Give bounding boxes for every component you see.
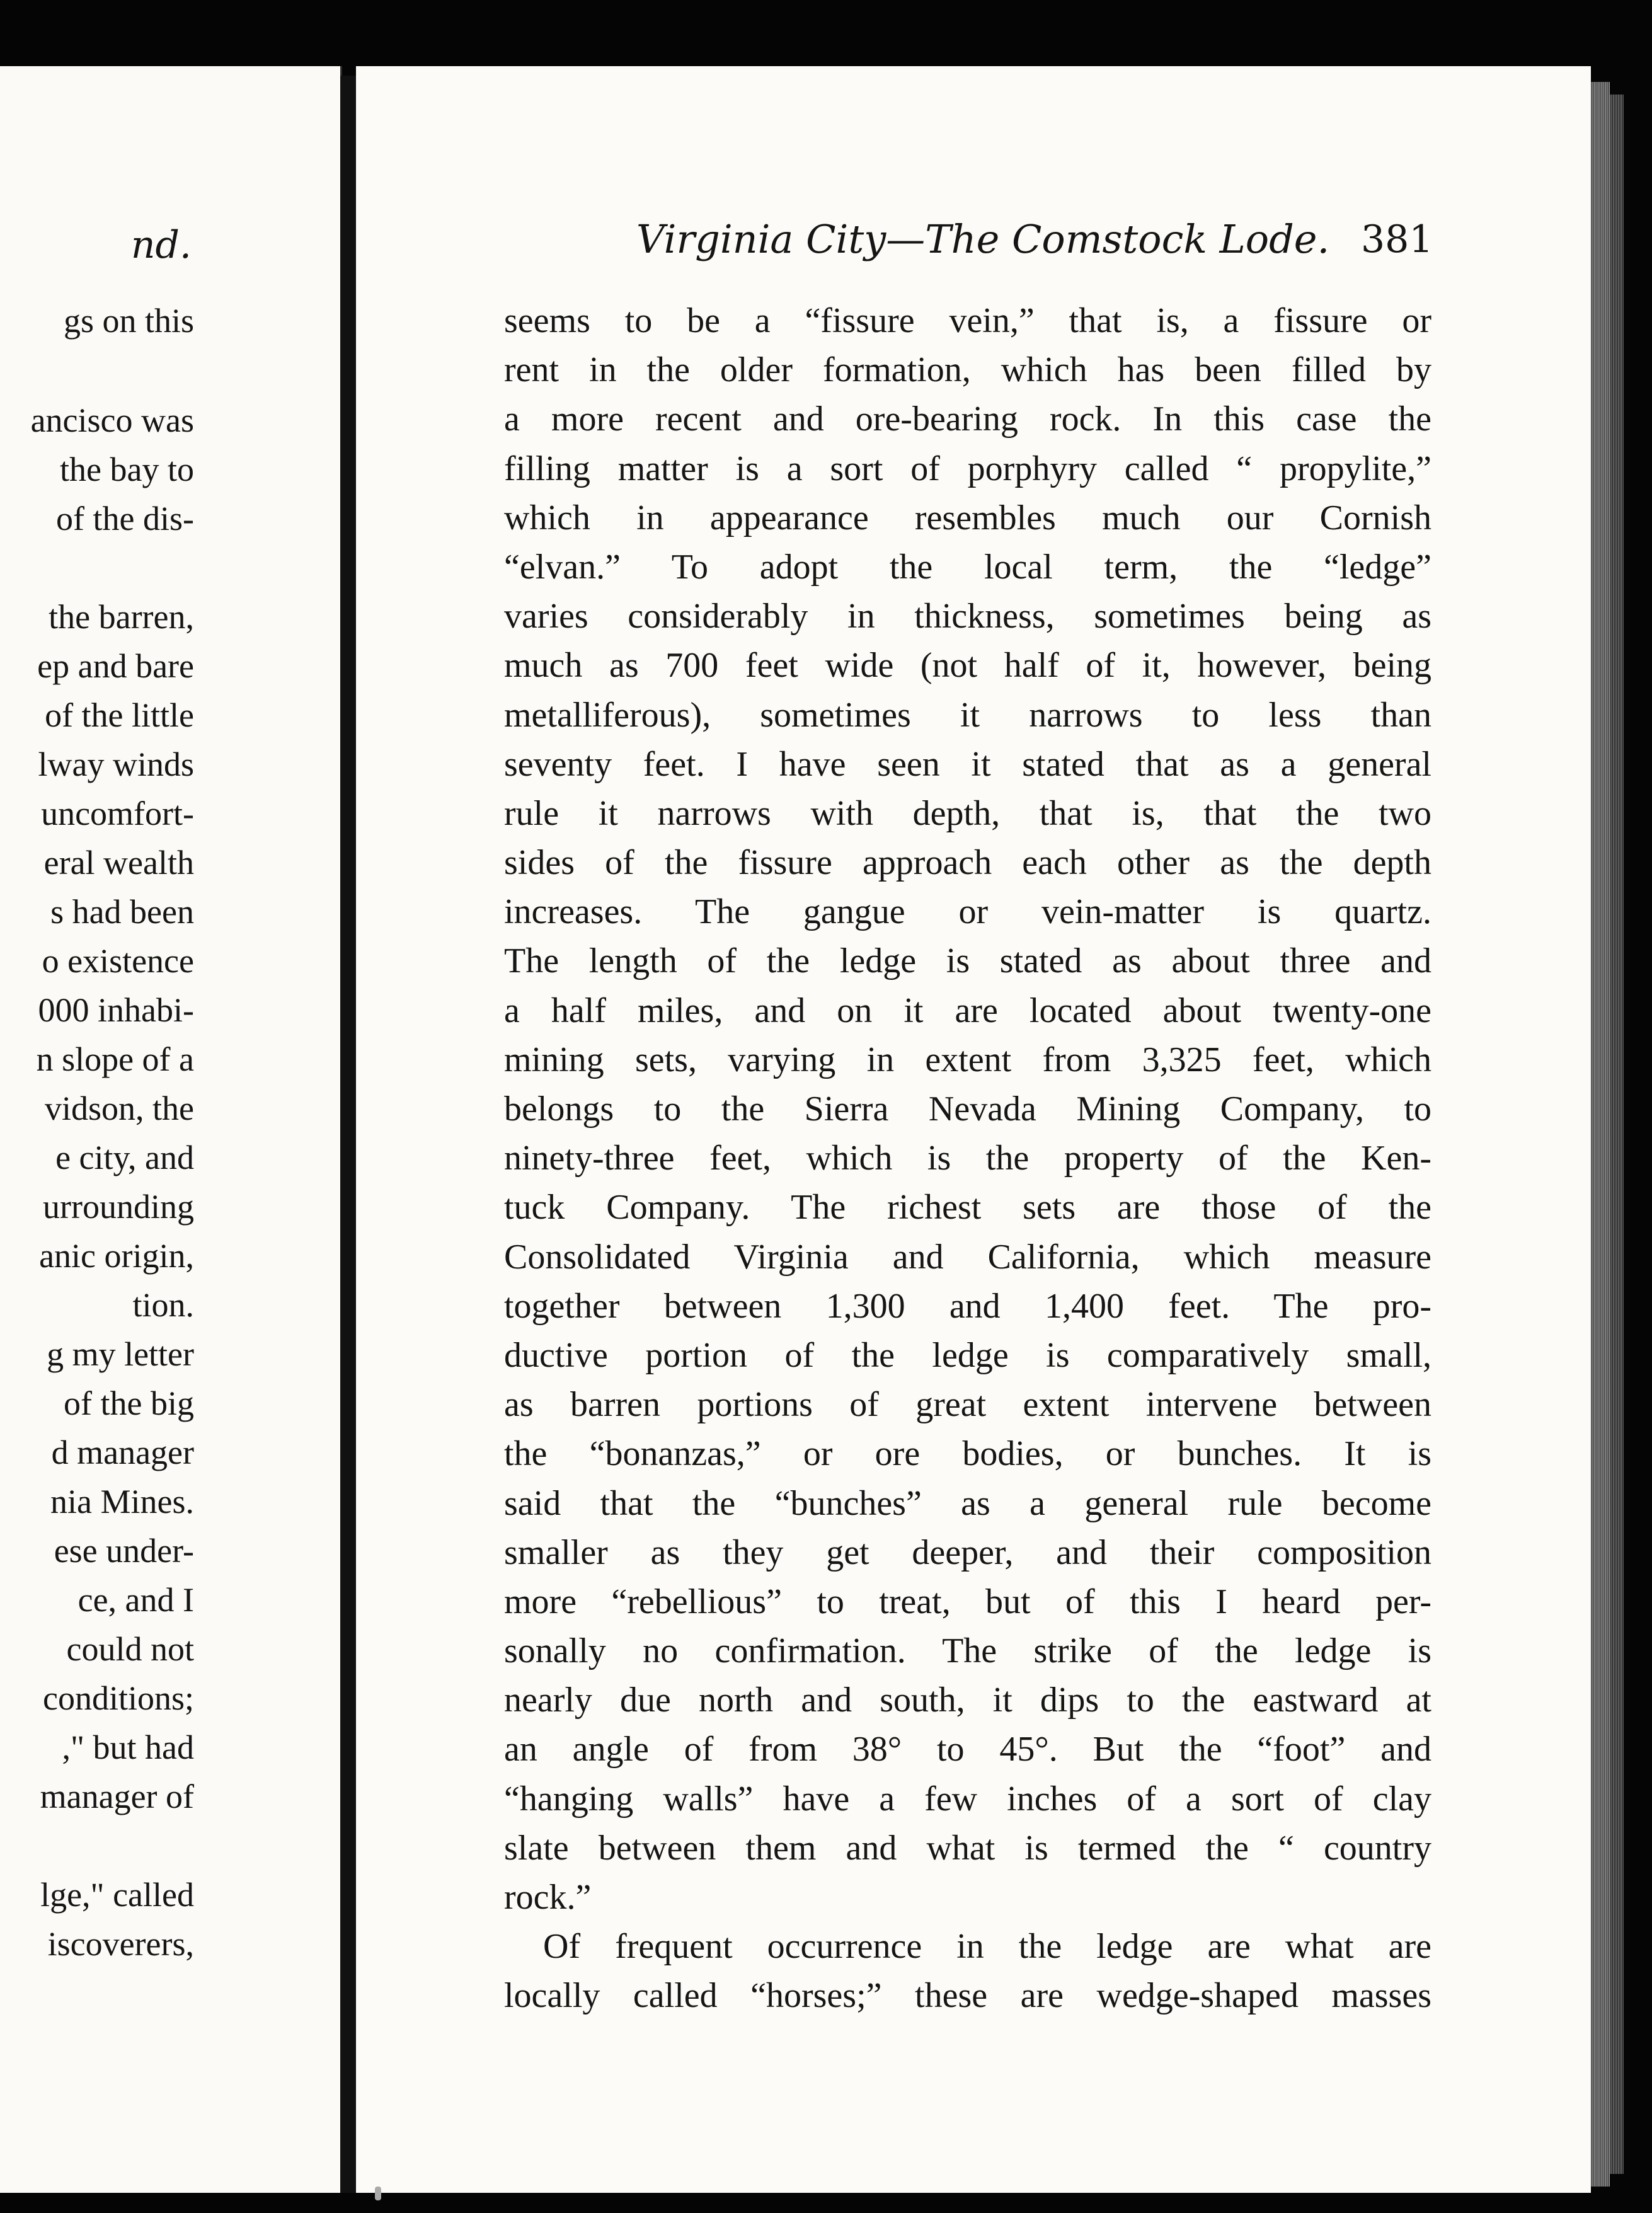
text-line: The length of the ledge is stated as about three and: [504, 941, 1431, 981]
text-line: “hanging walls” have a few inches of a sort of clay: [504, 1779, 1431, 1819]
text-line: ductive portion of the ledge is comparatively small,: [504, 1335, 1431, 1375]
text-line: increases. The gangue or vein-matter is quartz.: [504, 892, 1431, 932]
text-line: rule it narrows with depth, that is, that the two: [504, 793, 1431, 833]
text-line: “elvan.” To adopt the local term, the “ledge”: [504, 547, 1431, 587]
text-line: filling matter is a sort of porphyry called “ propylite,”: [504, 449, 1431, 488]
text-line: an angle of from 38° to 45°. But the “foot” and: [504, 1730, 1431, 1769]
text-line: sonally no confirmation. The strike of the ledge is: [504, 1631, 1431, 1671]
left-line: the bay to: [60, 451, 194, 488]
text-line: slate between them and what is termed the “ country: [504, 1828, 1431, 1868]
paragraph-first-line: Of frequent occurrence in the ledge are what are: [543, 1927, 1431, 1967]
left-line: ancisco was: [30, 401, 194, 439]
scan-speck: [375, 2187, 381, 2200]
text-line: metalliferous), sometimes it narrows to less than: [504, 695, 1431, 735]
text-line: a more recent and ore-bearing rock. In this case the: [504, 399, 1431, 439]
left-line: d manager: [51, 1434, 194, 1471]
text-line: said that the “bunches” as a general rule become: [504, 1483, 1431, 1523]
left-line: tion.: [132, 1286, 194, 1324]
text-line: Consolidated Virginia and California, which measure: [504, 1237, 1431, 1277]
text-line: more “rebellious” to treat, but of this I heard per-: [504, 1582, 1431, 1621]
text-line: ninety-three feet, which is the property of the Ken-: [504, 1139, 1431, 1178]
left-line: g my letter: [47, 1335, 194, 1373]
left-line: ce, and I: [77, 1581, 194, 1619]
left-line: e city, and: [55, 1139, 194, 1176]
left-line: manager of: [40, 1778, 194, 1815]
left-line: eral wealth: [43, 844, 194, 882]
text-line: rent in the older formation, which has been filled by: [504, 350, 1431, 390]
left-line: vidson, the: [45, 1089, 194, 1127]
text-line: much as 700 feet wide (not half of it, however, being: [504, 646, 1431, 686]
left-page: [0, 66, 342, 2193]
text-line: as barren portions of great extent intervene between: [504, 1385, 1431, 1425]
left-line: of the dis-: [56, 500, 194, 537]
text-line: seems to be a “fissure vein,” that is, a fissure or: [504, 301, 1431, 340]
text-line: rock.”: [504, 1878, 592, 1917]
body-text: [504, 296, 1431, 2021]
left-line: nia Mines.: [50, 1483, 194, 1520]
running-head: Virginia City—The Comstock Lode.: [636, 216, 1330, 262]
left-line: ep and bare: [37, 647, 194, 685]
text-line: varies considerably in thickness, sometimes being as: [504, 597, 1431, 636]
text-line: mining sets, varying in extent from 3,325 feet, which: [504, 1040, 1431, 1079]
left-line: conditions;: [43, 1679, 194, 1717]
text-line: tuck Company. The richest sets are those of the: [504, 1188, 1431, 1227]
text-line: belongs to the Sierra Nevada Mining Company, to: [504, 1089, 1431, 1129]
page-number: 381: [1361, 217, 1433, 262]
text-line: smaller as they get deeper, and their composition: [504, 1532, 1431, 1572]
page-edges-outer: [1610, 95, 1624, 2174]
left-line: could not: [66, 1630, 194, 1668]
left-running-head: nd.: [130, 223, 192, 267]
left-line: s had been: [50, 893, 194, 931]
left-line: n slope of a: [36, 1040, 194, 1078]
left-line: of the big: [64, 1384, 194, 1422]
left-line: ," but had: [62, 1728, 194, 1766]
left-line: ese under-: [54, 1532, 194, 1570]
left-line: lge," called: [40, 1876, 194, 1914]
left-line: o existence: [42, 942, 194, 980]
text-line: together between 1,300 and 1,400 feet. The pro-: [504, 1286, 1431, 1326]
text-line: seventy feet. I have seen it stated that as a general: [504, 744, 1431, 784]
left-line: iscoverers,: [47, 1925, 194, 1963]
left-line: the barren,: [49, 598, 194, 636]
left-line: of the little: [45, 696, 194, 734]
text-line: which in appearance resembles much our Cornish: [504, 498, 1431, 537]
text-line: locally called “horses;” these are wedge-shaped masses: [504, 1976, 1431, 2016]
left-line: anic origin,: [39, 1237, 194, 1275]
text-line: the “bonanzas,” or ore bodies, or bunches. It is: [504, 1434, 1431, 1474]
text-line: nearly due north and south, it dips to the eastward at: [504, 1681, 1431, 1720]
left-line: lway winds: [38, 745, 194, 783]
left-line: gs on this: [63, 302, 194, 340]
page-edges: [1591, 82, 1610, 2187]
text-line: a half miles, and on it are located about twenty-one: [504, 991, 1431, 1030]
left-line: uncomfort-: [41, 795, 194, 832]
left-line: urrounding: [43, 1188, 194, 1226]
text-line: sides of the fissure approach each other as the depth: [504, 843, 1431, 883]
left-line: 000 inhabi-: [38, 991, 194, 1029]
